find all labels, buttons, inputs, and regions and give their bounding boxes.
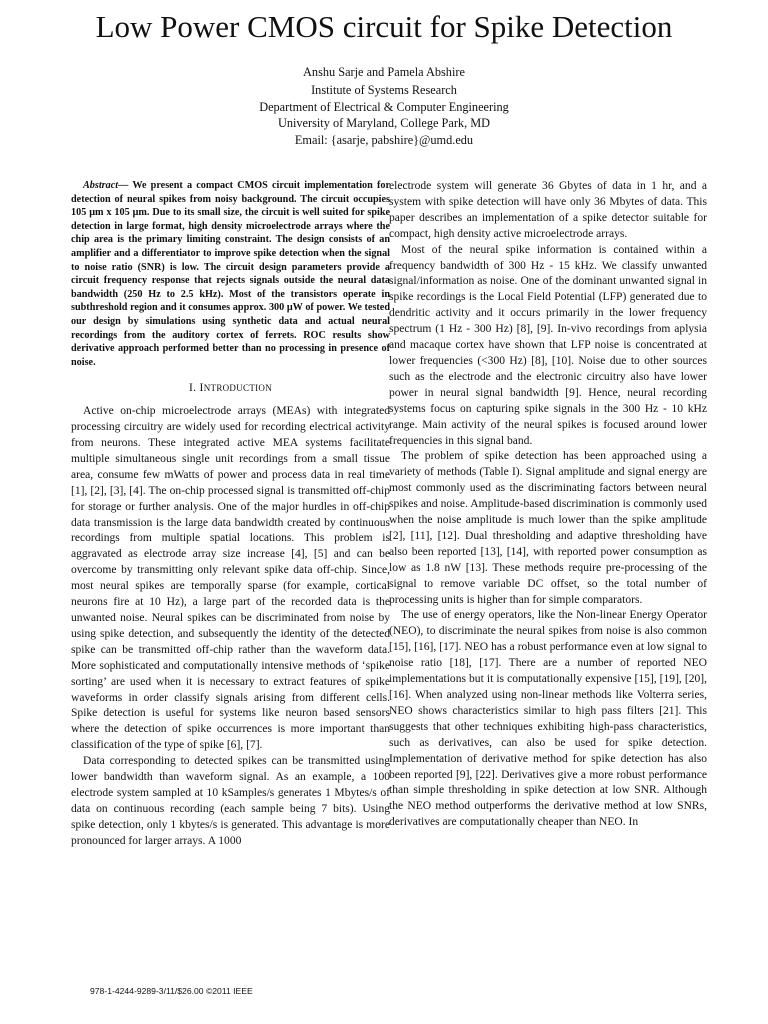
copyright-footer: 978-1-4244-9289-3/11/$26.00 ©2011 IEEE bbox=[90, 986, 253, 996]
left-column bbox=[71, 179, 390, 850]
affiliation-institute: Institute of Systems Research bbox=[311, 83, 457, 98]
abstract: Abstract— We present a compact CMOS circuit implementation for detection of neural spikes from noisy background. The circuit occupies 105 μm x 105 μm. Due to its small size, the circuit is well suited for spike detection in large format, high density microelectrode arrays where the chip area is the primary limiting constraint. The design consists of an amplifier and a differentiator to improve spike detection when the signal to noise ratio (SNR) is low. The circuit design parameters provide a circuit frequency response that rejects signals outside the neural data bandwidth (250 Hz to 2.5 kHz). Most of the transistors operate in subthreshold region and it consumes approx. 300 μW of power. We tested our design by simulations using synthetic data and actual neural recordings from the auditory cortex of ferrets. ROC results show derivative approach performed better than no processing in presence of noise. bbox=[71, 180, 390, 368]
author-email: Email: {asarje, pabshire}@umd.edu bbox=[294, 132, 474, 147]
intro-paragraph-1: Active on-chip microelectrode arrays (MEAs) with integrated processing circuitry are widely used for recording electrical activity from neurons. These integrated active MEA systems facilitate multiple simultaneous single unit recordings from a small tissue area, consume few mWatts of power and process data in real time [1], [2], [3], [4]. The on-chip processed signal is transmitted off-chip for storage or further analysis. One of the major hurdles in off-chip data transmission is the large data bandwidth created by continuous recordings from multiple spatial locations. This problem is aggravated as electrode array size increase [4], [5] and can be overcome by transmitting only relevant spike data off-chip. Since, most neural spikes are temporally sparse (for example, cortical neurons fire at 10 Hz), a large part of the recorded data is the unwanted noise. Neural spikes can be discriminated from noise by using spike detection, and subsequently the identity of the detected spike can be transmitted off-chip rather than the waveform data. More sophisticated and computationally intensive methods of ‘spike sorting’ are used when it is necessary to extract features of spike waveforms in order classify signals arising from different cells. Spike detection is useful for systems like neuron based sensors where the detection of spike occurrences is more important than classification of the type of spike [6], [7]. bbox=[71, 405, 390, 752]
affiliation-department: Department of Electrical & Computer Engineering bbox=[259, 99, 509, 114]
intro-paragraph-5: The problem of spike detection has been approached using a variety of methods (Table I). Signal amplitude and signal energy are most commonly used as the discriminating factors between neural spikes and noise. Amplitude-based discrimination is commonly used when the noise amplitude is much lower than the spike amplitude [2], [11], [12]. Dual thresholding and adaptive thresholding have also been reported [13], [14], with reported power consumption as low as 1.8 nW [13]. These methods require pre-processing of the signal to remove variable DC offset, so the total number of processing units is higher than for simple comparators. bbox=[389, 450, 707, 606]
paper-title: Low Power CMOS circuit for Spike Detection bbox=[95, 9, 673, 44]
authors: Anshu Sarje and Pamela Abshire bbox=[303, 65, 465, 79]
intro-paragraph-4: Most of the neural spike information is contained within a frequency bandwidth of 300 Hz - 15 kHz. We classify unwanted signal/information as noise. One of the dominant unwanted signal in spike recordings is the Local Field Potential (LFP) generated due to dendritic activity and it occurs primarily in the lower frequency spectrum (1 Hz - 300 Hz) [8], [9]. In-vivo recordings from aplysia and macaque cortex have shown that LFP noise is concentrated at lower frequencies (<300 Hz) [8], [10]. Noise due to other sources such as the electrode and the electronic circuitry also have lower power in neural signal bandwidth [9]. Hence, neural recording systems focus on capturing spike signals in the 300 Hz - 10 kHz range. Main activity of the neural spikes is focused around lower frequencies in this signal band. bbox=[389, 243, 707, 447]
author-block bbox=[0, 64, 768, 148]
intro-paragraph-2: Data corresponding to detected spikes can be transmitted using lower bandwidth than waveform signal. As an example, a 100 electrode system sampled at 10 kSamples/s generates 1 Mbytes/s of data on continuous recording (each sample being 7 bits). Using spike detection, only 1 kbytes/s is generated. This advantage is more pronounced for larger arrays. A 1000 bbox=[71, 755, 390, 847]
affiliation-university: University of Maryland, College Park, MD bbox=[277, 116, 491, 131]
intro-paragraph-6: The use of energy operators, like the Non-linear Energy Operator (NEO), to discriminate the neural spikes from noise is also common [15], [16], [17]. NEO has a robust performance even at low signal to noise ratio [18], [17]. There are a number of reported NEO implementations but it is computationally expensive [15], [19], [20], [16]. When analyzed using non-linear methods like Volterra series, NEO shows characteristics similar to high pass filters [21]. This suggests that other techniques exhibiting high-pass characteristics, such as derivatives, can also be used for spike detection. Implementation of derivative method for spike detection has also been reported [9], [22]. Derivatives give a more robust performance than simple thresholding in spike detection at low SNR. Although the NEO method outperforms the derivative method at low SNRs, derivatives are computationally cheaper than NEO. In bbox=[389, 609, 707, 829]
section-title-initial: I bbox=[199, 381, 204, 395]
section-title-rest: NTRODUCTION bbox=[203, 383, 273, 394]
section-heading-introduction bbox=[71, 380, 390, 397]
abstract-label: Abstract bbox=[83, 180, 119, 191]
right-column bbox=[389, 179, 707, 831]
abstract-text: We present a compact CMOS circuit implementation for detection of neural spikes from noisy background. The circuit occupies 105 μm x 105 μm. Due to its small size, the circuit is well suited for spike detection in large format, high density microelectrode arrays where the chip area is the primary limiting constraint. The design consists of an amplifier and a differentiator to improve spike detection when the signal to noise ratio (SNR) is low. The circuit design parameters provide a circuit frequency response that rejects signals outside the neural data bandwidth (250 Hz to 2.5 kHz). Most of the transistors operate in subthreshold region and it consumes approx. 300 μW of power. We tested our design by simulations using synthetic data and actual neural recordings from the auditory cortex of ferrets. ROC results show derivative approach performed better than no processing in presence of noise. bbox=[71, 180, 390, 368]
intro-paragraph-3: electrode system will generate 36 Gbytes of data in 1 hr, and a system with spike detection will have only 36 Mbytes of data. This paper describes an implementation of a spike detector suitable for compact, high density active microelectrode arrays. bbox=[389, 180, 707, 240]
section-number: I. bbox=[188, 381, 197, 395]
